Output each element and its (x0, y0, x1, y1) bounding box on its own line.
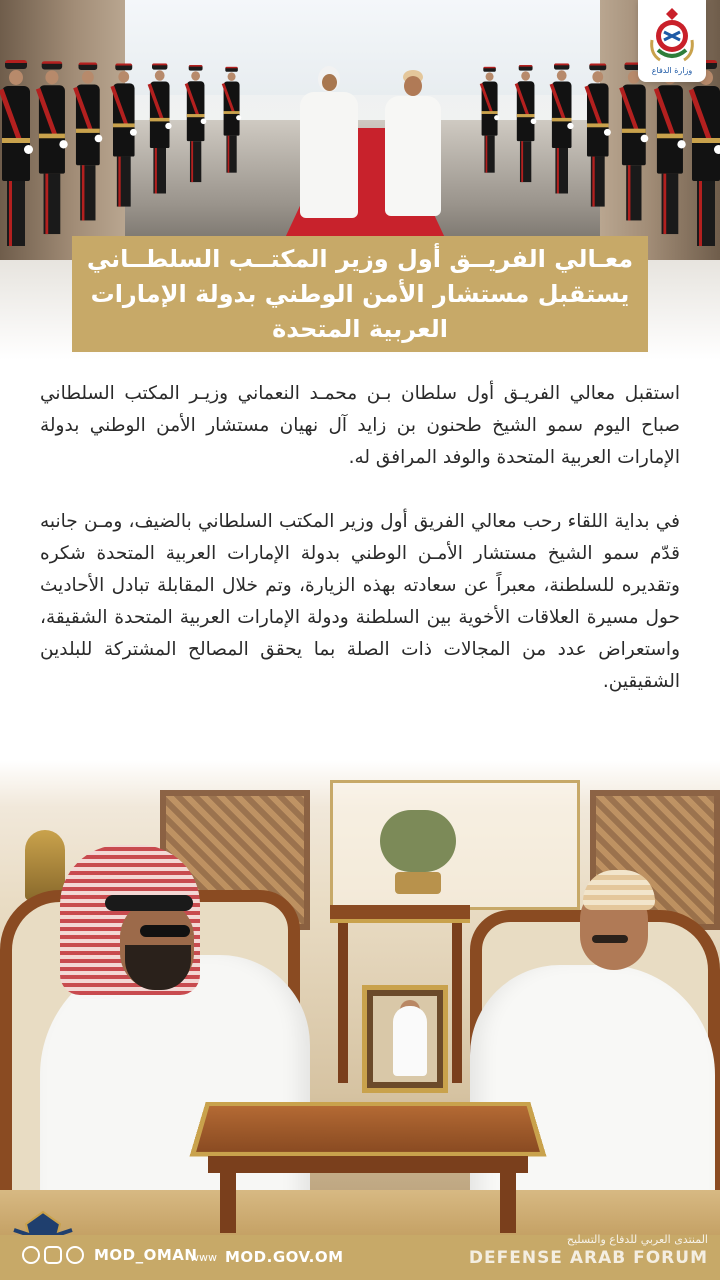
agal (105, 895, 193, 911)
www-prefix: www (190, 1250, 217, 1264)
guard (516, 65, 535, 185)
guard (0, 60, 30, 250)
article-paragraph: استقبل معالي الفريـق أول سلطان بـن محمـد النعماني وزيـر المكتب السلطاني صباح اليوم سمو الشيخ طحنون بن زايد آل نهيان مستشار الأمن الوطني بدولة الإمارات العربية المتحدة والوفد المرافق له. (40, 383, 680, 468)
coffee-table (198, 1095, 538, 1235)
guard (585, 63, 608, 209)
honor-guard-right (474, 60, 720, 250)
guard (480, 67, 497, 175)
guard (74, 62, 100, 224)
bonsai-tree (380, 810, 456, 872)
guard (551, 63, 572, 196)
headline-line: معـالي الفريــق أول وزير المكتــب السلطــاني (86, 244, 634, 273)
guard (111, 63, 134, 209)
headline-banner (72, 236, 648, 352)
snapchat-icon[interactable] (66, 1246, 84, 1264)
website-link[interactable] (190, 1248, 344, 1266)
watermark-arabic: المنتدى العربي للدفاع والتسليح (566, 1233, 708, 1246)
headline-line: يستقبل مستشار الأمن الوطني بدولة الإمارات (90, 279, 630, 308)
website-url[interactable]: MOD.GOV.OM (225, 1248, 344, 1266)
watermark-text: DEFENSE ARAB FORUM (468, 1248, 708, 1268)
guard (222, 67, 239, 175)
headline-line: العربية المتحدة (272, 314, 448, 343)
emblem-caption: وزارة الدفاع (651, 66, 693, 75)
bonsai-pot (395, 872, 441, 894)
honor-guard-left (0, 60, 246, 250)
ministry-emblem (638, 0, 706, 82)
instagram-icon[interactable] (44, 1246, 62, 1264)
guard (186, 65, 205, 185)
social-links (22, 1246, 197, 1264)
article-paragraph: في بداية اللقاء رحب معالي الفريق أول وزير المكتب السلطاني بالضيف، ومـن جانبه قدّم سمو الشيخ مستشار الأمـن الوطني بدولة الإمارات العربية المتحدة شكره وتقديره للسلطنة، معبراً عن سعادته بهذه الزيارة، وتم خلال المقابلة تبادل الأحاديث حول مسيرة العلاقات الأخوية بين السلطنة ودولة الإمارات العربية المتحدة الشقيقة، واستعراض عدد من المجالات ذات الصلة بما يحقق المصالح المشتركة للبلدين الشقيقين. (40, 511, 680, 692)
guard (690, 60, 720, 250)
guard (37, 61, 65, 238)
guard (655, 61, 683, 238)
article-body (40, 378, 680, 730)
meeting-photo (0, 760, 720, 1235)
guard (620, 62, 646, 224)
portrait-frame (362, 985, 448, 1093)
twitter-icon[interactable] (22, 1246, 40, 1264)
mustache (592, 935, 628, 943)
footer-bar (0, 1235, 720, 1280)
social-handle[interactable]: MOD_OMAN (94, 1246, 198, 1264)
sunglasses (140, 925, 190, 937)
guard (149, 63, 170, 196)
